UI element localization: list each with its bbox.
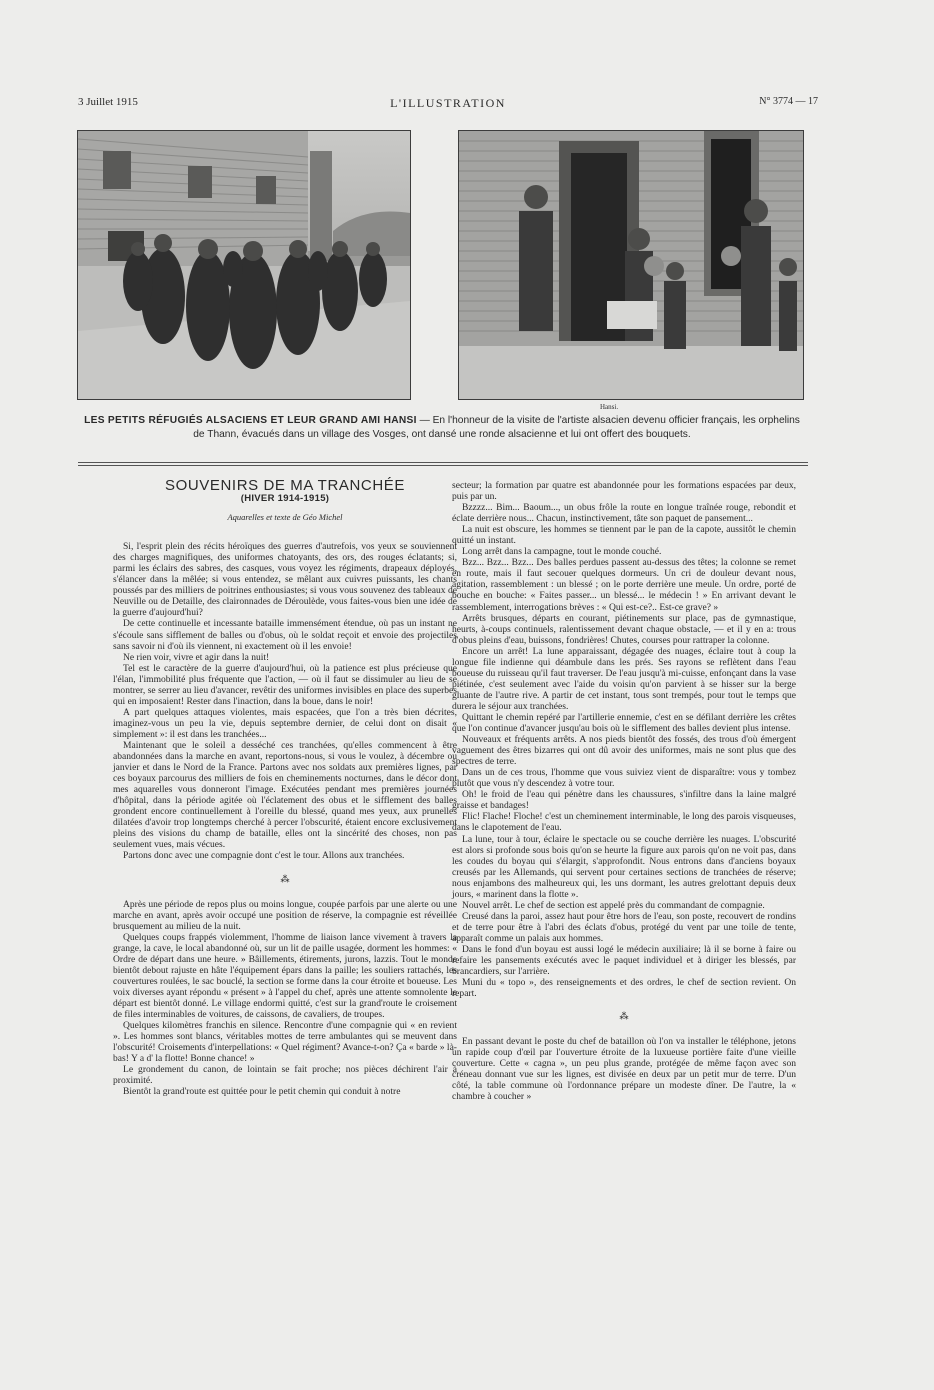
- section-stars: ⁂: [280, 873, 290, 884]
- section-divider: [78, 462, 808, 463]
- paragraph: Bzz... Bzz... Bzz... Des balles perdues passent au-dessus des têtes; la colonne se remet en route, mais il faut secouer quelques dormeurs. Un cri de douleur devant nous, agitation, rassemblement : un blessé ; on le porte derrière une meule. Un ordre, porté de bouche en bouche: « Faites passer... un blessé... le médecin ! » En arrivant devant le rassemblement, interrogations brèves : « Qui est-ce?.. Est-ce grave? »: [452, 557, 796, 613]
- paragraph: Quittant le chemin repéré par l'artillerie ennemie, c'est en se défilant derrière les crêtes que l'on continue d'avancer jusqu'au bois où le sifflement des balles devient plus intense.: [452, 711, 796, 735]
- paragraph: Maintenant que le soleil a desséché ces tranchées, qu'elles commencent à être abandonnées dans la marche en avant, reportons-nous, si vous le voulez, à décembre ou janvier et dans le Nord de la France. Partons avec nos soldats aux premières lignes, par ces boyaux parcourus des milliers de fois en cheminements nocturnes, dans le décor dont mes aquarelles vous donneront l'image. Exécutées pendant mes premières journées d'hôpital, dans la période agitée où l'éclatement des obus et le sifflement des balles grondent encore continuellement à l'oreille du blessé, quand mes yeux, aux prunelles dilatées d'avoir trop longtemps cherché à percer l'obscurité, étaient encore exclusivement pleins des visions du champ de bataille, elles ont la sincérité des choses, non pas seulement vues, mais vécues.: [113, 739, 457, 851]
- paragraph: De cette continuelle et incessante bataille immensément étendue, où pas un instant ne s'écoule sans sifflement de balles ou d'obus, où le soldat reçoit et envoie des projectiles sans savoir ni d'où ils viennent, ni exactement où il les envoie!: [113, 618, 457, 652]
- paragraph: Muni du « topo », des renseignements et des ordres, le chef de section revient. On repart.: [452, 977, 796, 1000]
- paragraph: Nouvel arrêt. Le chef de section est appelé près du commandant de compagnie.: [462, 899, 765, 911]
- paragraph: En passant devant le poste du chef de bataillon où l'on va installer le téléphone, jetons un rapide coup d'œil par l'ouverture étroite de la luxueuse portière faite d'une vieille couverture. Cette « cagna », un peu plus grande, protégée de même façon avec son créneau donnant vue sur les lignes, est divisée en deux par un petit mur de terre. D'un côté, la table commune où l'ordonnance prépare un modeste dîner. De l'autre, la « chambre à coucher »: [452, 1036, 796, 1103]
- paragraph: Nouveaux et fréquents arrêts. A nos pieds bientôt des fossés, des trous d'où émergent vaguement des êtres bizarres qui ont dû avoir des uniformes, mais ne sont plus que des spectres de terre.: [452, 734, 796, 768]
- photo-caption: [78, 414, 806, 442]
- paragraph: Si, l'esprit plein des récits héroïques des guerres d'autrefois, vos yeux se souviennent des charges magnifiques, des uniformes chatoyants, des ors, des rouges éclatants; si, parmi les éclairs des sabres, des casques, vous voyez les régiments, drapeaux déployés, s'élancer dans la mêlée; si vous entendez, se mêlant aux cuivres puissants, les chants poussés par des milliers de poitrines enthousiastes; si vous vous souvenez des tableaux de Neuville ou de Detaille, des claironnades de Déroulède, vous faites-vous bien une idée de la guerre d'aujourd'hui?: [113, 541, 457, 619]
- paragraph: Arrêts brusques, départs en courant, piétinements sur place, pas de gymnastique, heurts, à-coups continuels, ralentissement devant chaque obstacle, — et il y en a: trous d'obus pleins d'eau, buissons, fondrières! Chutes, courses pour rattraper la colonne.: [452, 612, 796, 646]
- paragraph: A part quelques attaques violentes, mais espacées, que l'on a très bien décrites, imaginez-vous un peu la vie, depuis septembre dernier, de celui dont on disait « simplement »: il est dans les tranchées...: [113, 706, 457, 740]
- paragraph: Quelques kilomètres franchis en silence. Rencontre d'une compagnie qui « en revient ». Les hommes sont blancs, véritables mottes de terre ambulantes qui se meuvent dans l'obscurité! Croisements d'interpellations: « Quel régiment? Avance-t-on? Ça « barde » là-bas! Y a d' la flotte! Bonne chance! »: [113, 1020, 457, 1065]
- article-title: SOUVENIRS DE MA TRANCHÉE: [164, 477, 405, 494]
- photo-left-image: [78, 131, 410, 399]
- paragraph: Flic! Flache! Floche! c'est un cheminement interminable, le long des parois visqueuses, dans le clapotement de l'eau.: [452, 811, 796, 834]
- paragraph: secteur; la formation par quatre est abandonnée pour les formations espacées par deux, puis par un.: [452, 480, 796, 503]
- issue-date: 3 Juillet 1915: [78, 96, 138, 108]
- paragraph: La nuit est obscure, les hommes se tiennent par le pan de la capote, aussitôt le chemin quitté un instant.: [452, 524, 796, 547]
- article-byline: Aquarelles et texte de Géo Michel: [227, 512, 343, 523]
- paragraph: Creusé dans la paroi, assez haut pour être hors de l'eau, son poste, recouvert de rondins et de terre pour être à l'abri des éclats d'obus, protégé du vent par une toile de tente, apparaît comme un palais aux hommes.: [452, 910, 796, 944]
- paragraph: Bzzzz... Bim... Baoum..., un obus frôle la route en longue traînée rouge, rebondit et éclate derrière nous... Chacun, instinctivement, tâte son paquet de pansement...: [452, 502, 796, 525]
- photo-children-round-dance: [77, 130, 411, 400]
- paragraph: Oh! le froid de l'eau qui pénètre dans les chaussures, s'infiltre dans la laine malgré graisse et bandages!: [452, 789, 796, 812]
- article-column-left: [113, 477, 457, 1098]
- journal-title: L'ILLUSTRATION: [390, 96, 506, 110]
- article-column-right: [452, 480, 796, 1103]
- paragraph: La lune, tour à tour, éclaire le spectacle ou se couche derrière les nuages. L'obscurité est alors si profonde sous bois qu'on se heurte la figure aux parois qu'on ne voit pas, dans les coudes du boyau qui s'élargit, s'approfondit. Nous entrons dans d'anciens boyaux creusés par les Allemands, qui servent pour certaines sections de tranchées de réserve; nous enjambons des malheureux qui, les uns dormant, les autres grelottant depuis deux jours, « marinent dans la flotte ».: [452, 833, 796, 900]
- paragraph: Ne rien voir, vivre et agir dans la nuit!: [123, 651, 270, 663]
- section-stars: ⁂: [619, 1011, 629, 1022]
- section-divider-double: [78, 465, 808, 466]
- paragraph: Quelques coups frappés violemment, l'homme de liaison lance vivement à travers la grange, la cave, le local abandonné où, sur un lit de paille usagée, dorment les hommes: « Ordre de départ dans une heure. » Bâillements, étirements, jurons, lazzis. Tout le monde bientôt debout rajuste en hâte l'équipement épars dans la paille; les souliers rattachés, les couvertures roulées, le sac bouclé, la section se forme dans la cour étroite et boueuse. Les voix diverses ayant répondu « présent » à l'appel du chef, après une attente somnolente le départ est bientôt donné. Le village endormi quitté, c'est sur la grand'route le croisement de files interminables de voitures, de caissons, de cavaliers, de troupes.: [113, 931, 457, 1021]
- paragraph: Tel est le caractère de la guerre d'aujourd'hui, où la patience est plus précieuse que l'élan, l'immobilité plus fréquente que l'action, — où il faut se dissimuler au lieu de se montrer, se serrer au lieu d'avancer, revêtir des uniformes invisibles en place des superbes qui en imposaient! Rester dans l'inaction, dans la boue, dans le noir!: [113, 662, 457, 707]
- photo-hansi-with-children: [458, 130, 804, 400]
- issue-number: N° 3774 — 17: [759, 96, 818, 107]
- page-header: [78, 96, 818, 116]
- photo-right-image: [459, 131, 803, 399]
- article-subtitle: (HIVER 1914-1915): [240, 493, 330, 505]
- paragraph: Partons donc avec une compagnie dont c'est le tour. Allons aux tranchées.: [123, 850, 405, 862]
- photo-credit: Hansi.: [600, 403, 619, 411]
- paragraph: Après une période de repos plus ou moins longue, coupée parfois par une alerte ou une marche en avant, après avoir occupé une position de réserve, la compagnie est réveillée brusquement au milieu de la nuit.: [113, 898, 457, 932]
- paragraph: Bientôt la grand'route est quittée pour le petit chemin qui conduit à notre: [123, 1086, 401, 1098]
- caption-headline: LES PETITS RÉFUGIÉS ALSACIENS ET LEUR GRAND AMI HANSI: [84, 415, 417, 426]
- paragraph: Encore un arrêt! La lune apparaissant, dégagée des nuages, éclaire tout à coup la longue file indienne qui déambule dans les prés. Ses rayons se reflètent dans l'eau boueuse du ruisseau qu'il faut traverser. De l'eau jusqu'à mi-cuisse, enfonçant dans la vase piétinée, c'est seulement avec l'aide du voisin qu'on parvient à se hisser sur la berge gluante de l'autre rive. A partir de cet instant, tous sont trempés, pour tout le temps que durera le séjour aux tranchées.: [452, 645, 796, 712]
- paragraph: Long arrêt dans la campagne, tout le monde couché.: [462, 546, 662, 558]
- paragraph: Le grondement du canon, de lointain se fait proche; nos pièces déchirent l'air à proximité.: [113, 1064, 457, 1087]
- paragraph: Dans un de ces trous, l'homme que vous suiviez vient de disparaître: vous y tombez plutôt que vous n'y descendez à votre tour.: [452, 767, 796, 790]
- paragraph: Dans le fond d'un boyau est aussi logé le médecin auxiliaire; là il se borne à faire ou refaire les pansements exécutés avec le paquet individuel et à diriger les blessés, par brancardiers, sur l'arrière.: [452, 943, 796, 978]
- caption-text: — En l'honneur de la visite de l'artiste alsacien devenu officier français, les orphelins de Thann, évacués dans un village des Vosges, ont dansé une ronde alsacienne et lui ont offert des bouquets.: [193, 415, 800, 440]
